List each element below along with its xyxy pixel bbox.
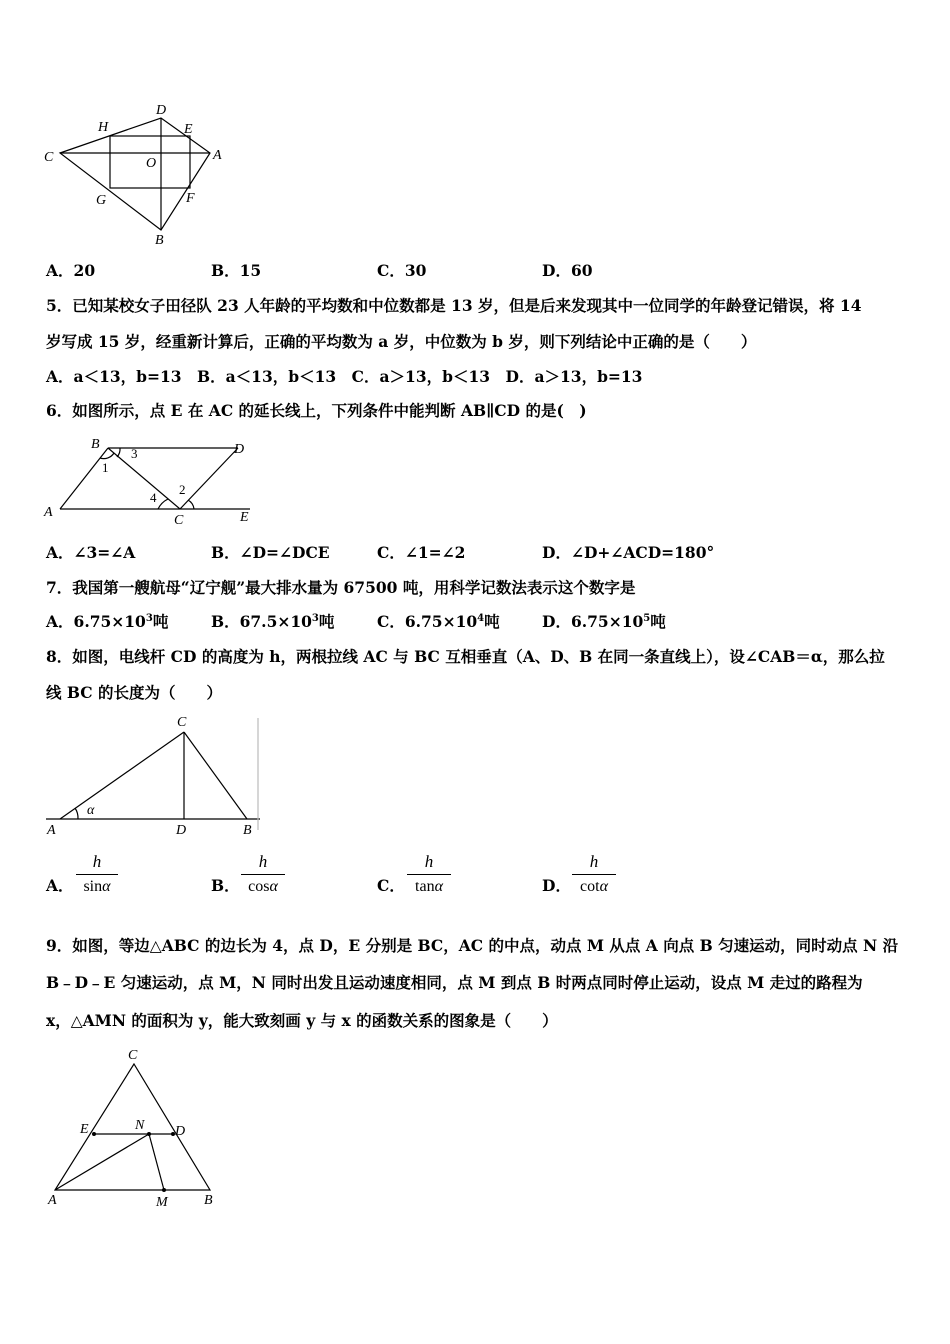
q4-label-f: F [186, 191, 195, 206]
q8-label-d: D [176, 823, 187, 838]
q4-label-d: D [156, 103, 167, 118]
q6-angle-3-arc [117, 448, 120, 457]
q9-figure [40, 1044, 230, 1214]
q6-line-ab [60, 448, 108, 509]
q8-option-d-fraction[interactable] [572, 852, 616, 897]
q6-label-b: B [91, 437, 100, 452]
q8-option-a-numerator: h [92, 852, 102, 871]
q6-line-bc [108, 448, 180, 509]
q4-figure [40, 98, 230, 250]
q4-label-h: H [98, 120, 109, 135]
q8-option-b-var: α [269, 878, 278, 895]
q6-option-d[interactable]: D．∠D+∠ACD=180° [542, 543, 715, 562]
q8-option-b-fn: cos [248, 878, 270, 895]
q7-stem: 7．我国第一艘航母“辽宁舰”最大排水量为 67500 吨，用科学记数法表示这个数字是 [46, 578, 636, 597]
q9-label-b: B [204, 1193, 213, 1208]
q9-line-an [55, 1134, 149, 1190]
q6-angle-4-arc [158, 499, 168, 509]
q8-label-b: B [243, 823, 252, 838]
q8-option-a-var: α [102, 878, 111, 895]
q7-option-c[interactable]: C．$6.75\times 10^4$吨 [377, 612, 500, 631]
q6-option-c[interactable]: C．∠1=∠2 [377, 543, 466, 562]
q4-option-a[interactable]: A．20 [46, 261, 96, 280]
q8-stem-line2: 线 BC 的长度为（ ） [46, 683, 223, 702]
q4-label-a: A [213, 148, 222, 163]
q6-option-b[interactable]: B．∠D=∠DCE [211, 543, 330, 562]
q4-label-c: C [44, 150, 54, 165]
q6-label-2: 2 [179, 482, 186, 497]
q6-figure [40, 436, 270, 528]
q8-option-c-var: α [434, 878, 443, 895]
q9-point-m [162, 1188, 166, 1192]
q4-option-b[interactable]: B．15 [211, 261, 262, 280]
q9-stem-line3: x，△AMN 的面积为 y，能大致刻画 y 与 x 的函数关系的图象是（ ） [46, 1011, 558, 1030]
q4-label-o: O [146, 156, 157, 171]
q4-option-d[interactable]: D．60 [542, 261, 593, 280]
q6-label-3: 3 [131, 446, 138, 461]
q8-option-a-letter[interactable]: A． [46, 876, 74, 895]
q5-stem-line2: 岁写成 15 岁，经重新计算后，正确的平均数为 a 岁，中位数为 b 岁，则下列结论中正确的是（ ） [46, 332, 757, 351]
q9-label-c: C [128, 1048, 138, 1063]
q8-option-c-fraction[interactable] [407, 852, 451, 897]
q8-option-b-letter[interactable]: B． [211, 876, 240, 895]
q8-line-cb [184, 732, 247, 819]
q6-label-4: 4 [150, 490, 157, 505]
q8-stem-line1: 8．如图，电线杆 CD 的高度为 h，两根拉线 AC 与 BC 互相垂直（A、D、B 在同一条直线上），设∠CAB＝α，那么拉 [46, 647, 885, 666]
q5-options[interactable]: A．a＜13，b=13 B．a＜13，b＜13 C．a＞13，b＜13 D．a＞13，b=13 [46, 367, 643, 386]
q4-label-b: B [155, 233, 164, 248]
q9-stem-line2: B﹣D﹣E 匀速运动，点 M，N 同时出发且运动速度相同，点 M 到点 B 时两点同时停止运动，设点 M 走过的路程为 [46, 973, 863, 992]
q8-label-c: C [177, 715, 187, 730]
q8-option-b-numerator: h [258, 852, 268, 871]
q4-label-g: G [96, 193, 107, 208]
q6-angle-2-arc [188, 500, 194, 509]
q9-label-m: M [156, 1195, 168, 1210]
q9-triangle-abc [55, 1064, 210, 1190]
q9-line-nm [149, 1134, 164, 1190]
q8-option-a-fraction[interactable] [76, 852, 118, 897]
q6-stem: 6．如图所示，点 E 在 AC 的延长线上，下列条件中能判断 AB∥CD 的是( ) [46, 401, 587, 420]
q6-label-d: D [234, 442, 245, 457]
q6-option-a[interactable]: A．∠3=∠A [46, 543, 136, 562]
q8-option-c-fn: tan [415, 878, 435, 895]
q8-option-c-numerator: h [424, 852, 434, 871]
q4-option-c[interactable]: C．30 [377, 261, 427, 280]
q9-point-e [92, 1132, 96, 1136]
q8-option-a-fn: sin [83, 878, 103, 895]
q4-label-e: E [184, 122, 193, 137]
q8-option-b-fraction[interactable] [241, 852, 285, 897]
q8-line-ac [60, 732, 184, 819]
q6-label-e: E [240, 510, 249, 525]
q6-label-c: C [174, 513, 184, 528]
q7-option-b[interactable]: B．$67.5\times 10^3$吨 [211, 612, 335, 631]
q8-option-d-numerator: h [589, 852, 599, 871]
q8-option-d-fn: cot [580, 878, 600, 895]
q9-label-a: A [48, 1193, 57, 1208]
q8-alpha-arc [75, 808, 78, 819]
q9-label-d: D [175, 1124, 186, 1139]
q9-label-e: E [80, 1122, 89, 1137]
q8-option-d-var: α [599, 878, 608, 895]
q6-label-1: 1 [102, 460, 109, 475]
q8-label-alpha: α [87, 803, 95, 818]
q9-label-n: N [135, 1118, 145, 1133]
q6-label-a: A [44, 505, 53, 520]
q9-stem-line1: 9．如图，等边△ABC 的边长为 4，点 D，E 分别是 BC，AC 的中点，动点 M 从点 A 向点 B 匀速运动，同时动点 N 沿 [46, 936, 899, 955]
q8-figure [40, 710, 265, 840]
q8-option-d-letter[interactable]: D． [542, 876, 571, 895]
q8-label-a: A [47, 823, 56, 838]
q7-option-d[interactable]: D．$6.75\times 10^5$吨 [542, 612, 666, 631]
q5-stem-line1: 5．已知某校女子田径队 23 人年龄的平均数和中位数都是 13 岁，但是后来发现其中一位同学的年龄登记错误，将 14 [46, 296, 862, 315]
q8-option-c-letter[interactable]: C． [377, 876, 405, 895]
q7-option-a[interactable]: A．$6.75\times 10^3$吨 [46, 612, 169, 631]
q9-point-n [147, 1132, 151, 1136]
